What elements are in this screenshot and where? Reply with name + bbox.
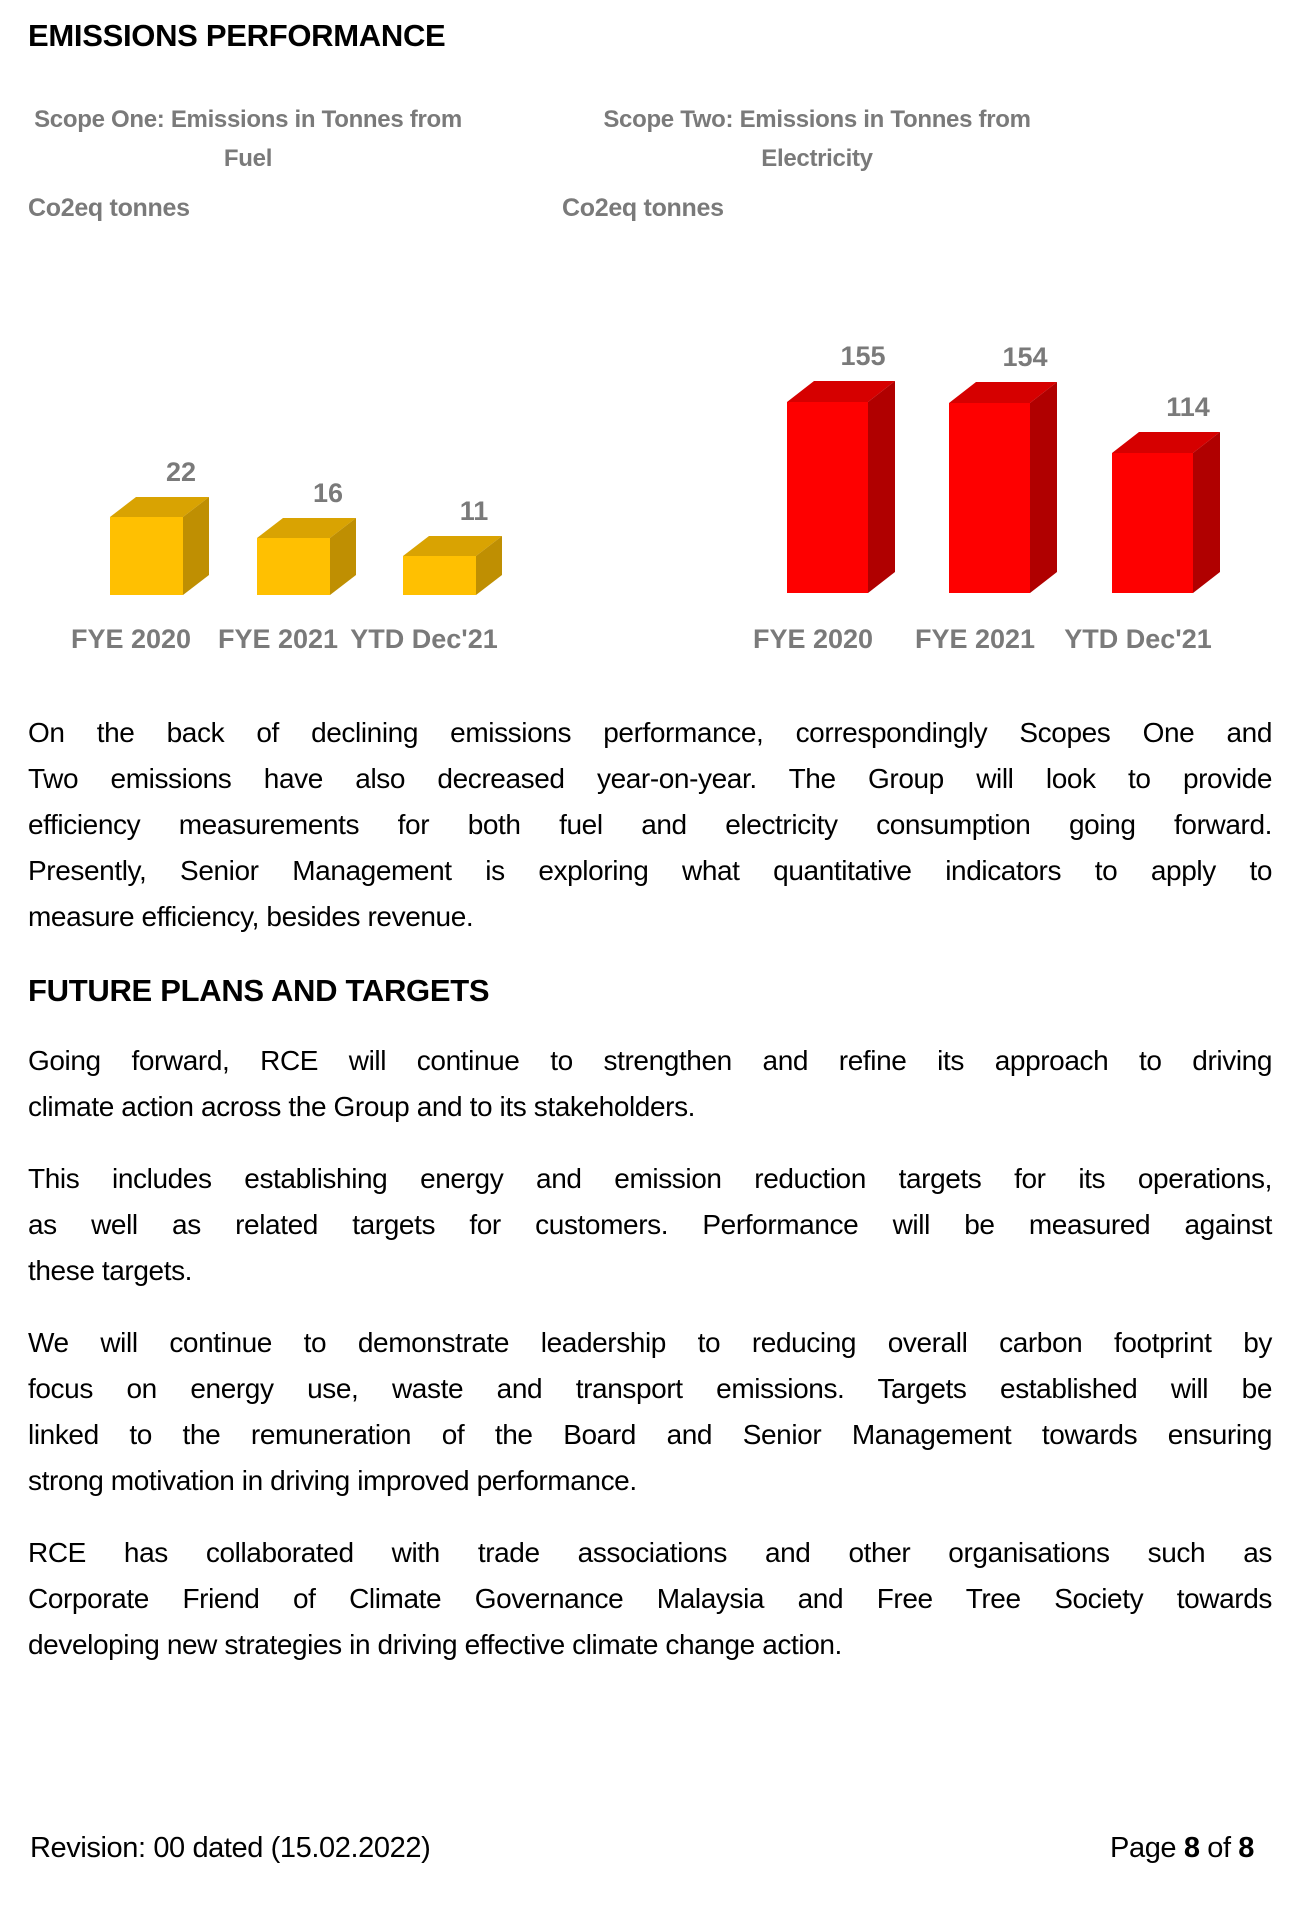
bar-3d	[949, 382, 1057, 593]
section-heading: FUTURE PLANS AND TARGETS	[28, 973, 490, 1008]
page-word: Page	[1110, 1832, 1184, 1864]
page-title: EMISSIONS PERFORMANCE	[28, 18, 446, 53]
paragraph	[28, 1038, 1272, 1130]
bar-3d	[110, 497, 209, 595]
text-line: as well as related targets for customers. Performance will be measured against	[28, 1209, 1272, 1240]
text-line: developing new strategies in driving effective climate change action.	[28, 1629, 842, 1660]
plot-area	[560, 82, 1272, 688]
y-axis-unit-label: Co2eq tonnes	[562, 194, 724, 222]
revision-label: Revision: 00 dated (15.02.2022)	[30, 1832, 431, 1864]
body-text	[28, 710, 1272, 1668]
chart-scope-one-fuel	[28, 82, 510, 688]
chart-title-line: Fuel	[223, 145, 273, 172]
paragraph	[28, 1530, 1272, 1668]
text-line: Presently, Senior Management is exploring what quantitative indicators to apply to	[28, 855, 1272, 886]
bar-3d	[403, 536, 502, 595]
text-line: This includes establishing energy and emission reduction targets for its operations,	[28, 1163, 1272, 1194]
plot-area	[28, 82, 510, 688]
chart-title-line: Scope One: Emissions in Tonnes from	[34, 106, 462, 133]
text-line: RCE has collaborated with trade associations and other organisations such as	[28, 1537, 1272, 1568]
x-axis-category-label: YTD Dec'21	[350, 624, 498, 654]
text-line: Going forward, RCE will continue to strengthen and refine its approach to driving	[28, 1045, 1272, 1076]
x-axis-category-label: FYE 2020	[70, 624, 192, 654]
paragraph	[28, 1320, 1272, 1504]
y-axis-unit-label: Co2eq tonnes	[28, 194, 190, 222]
text-line: linked to the remuneration of the Board and Senior Management towards ensuring	[28, 1419, 1272, 1450]
text-line: Two emissions have also decreased year-on-year. The Group will look to provide	[28, 763, 1272, 794]
chart-title-line: Electricity	[761, 145, 873, 172]
chart-scope-two-electricity	[560, 82, 1272, 688]
x-axis-category-label: FYE 2021	[914, 624, 1036, 654]
of-word: of	[1199, 1832, 1239, 1864]
page-number	[1110, 1832, 1254, 1865]
text-line: these targets.	[28, 1255, 193, 1286]
bar-value-label: 16	[312, 478, 344, 508]
text-line: strong motivation in driving improved performance.	[28, 1465, 637, 1496]
paragraph	[28, 1156, 1272, 1294]
bar-value-label: 154	[1002, 342, 1048, 372]
bar-3d	[257, 518, 356, 595]
paragraph	[28, 710, 1272, 940]
page-total: 8	[1238, 1832, 1254, 1864]
x-axis-category-label: FYE 2021	[217, 624, 339, 654]
bar-value-label: 22	[165, 457, 197, 487]
text-line: climate action across the Group and to its stakeholders.	[28, 1091, 696, 1122]
text-line: measure efficiency, besides revenue.	[28, 901, 474, 932]
bar-3d	[787, 381, 895, 593]
bar-value-label: 155	[840, 341, 886, 371]
text-line: efficiency measurements for both fuel and electricity consumption going forward.	[28, 809, 1272, 840]
x-axis-category-label: FYE 2020	[752, 624, 874, 654]
text-line: focus on energy use, waste and transport emissions. Targets established will be	[28, 1373, 1272, 1404]
x-axis-category-label: YTD Dec'21	[1064, 624, 1212, 654]
bar-3d	[1112, 432, 1220, 593]
chart-title-line: Scope Two: Emissions in Tonnes from	[603, 106, 1031, 133]
text-line: On the back of declining emissions performance, correspondingly Scopes One and	[28, 717, 1272, 748]
bar-value-label: 114	[1166, 392, 1210, 422]
text-line: Corporate Friend of Climate Governance Malaysia and Free Tree Society towards	[28, 1583, 1272, 1614]
text-line: We will continue to demonstrate leadership to reducing overall carbon footprint by	[28, 1327, 1272, 1358]
page-footer	[30, 1832, 1254, 1865]
page-current: 8	[1183, 1832, 1200, 1864]
bar-value-label: 11	[459, 496, 489, 526]
